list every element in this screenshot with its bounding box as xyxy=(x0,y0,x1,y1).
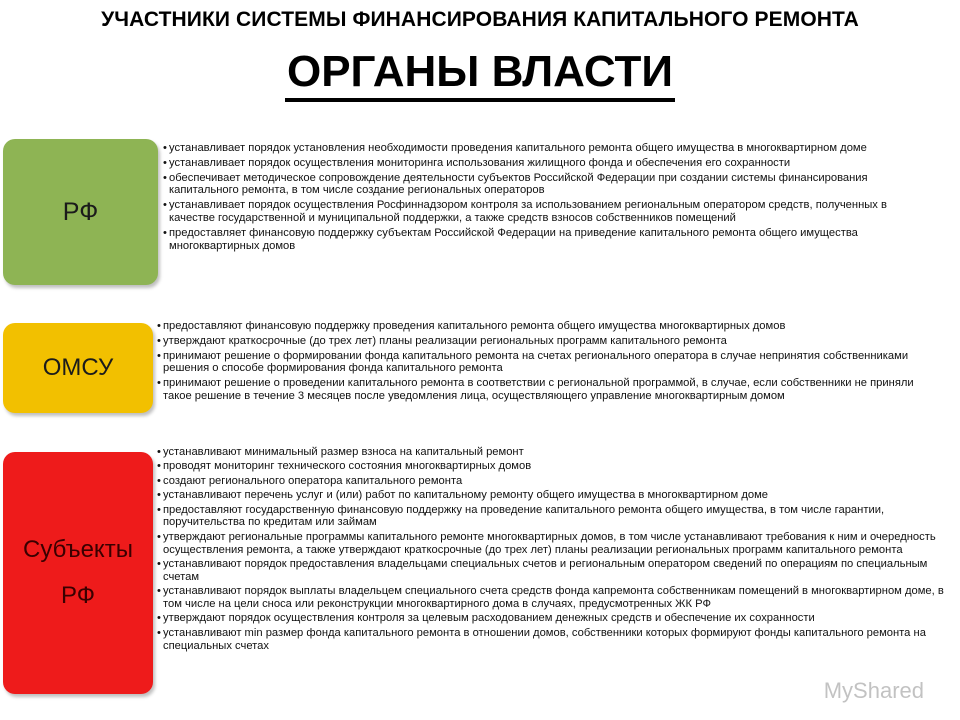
subjects-label-line2: РФ xyxy=(61,582,95,609)
rf-item: • устанавливает порядок установления необходимости проведения капитального ремонта общего имущества в многоквартирном доме xyxy=(163,142,933,155)
omsu-item: • предоставляют финансовую поддержку проведения капитального ремонта общего имущества многоквартирных домов xyxy=(157,320,937,333)
rf-item: • устанавливает порядок осуществления Росфиннадзором контроля за использованием региональным оператором средств, полученных в качестве государственной и муниципальной поддержки, а также средств взносов собственников помещений xyxy=(163,199,933,225)
subjects-label-line1: Субъекты xyxy=(23,536,133,563)
subjects-item: • утверждают региональные программы капитального ремонте многоквартирных домов, в том числе устанавливают требования к ним и очередность осуществления ремонта, а также утверждают краткосрочные (до трех лет) планы реализации региональных программ капитального ремонта xyxy=(157,531,947,557)
subjects-item: • устанавливают перечень услуг и (или) работ по капитальному ремонту общего имущества в многоквартирном доме xyxy=(157,489,947,502)
subjects-item: • создают регионального оператора капитального ремонта xyxy=(157,475,947,488)
subjects-item: • предоставляют государственную финансовую поддержку на проведение капитального ремонта общего имущества, в том числе гарантии, поручительства по кредитам или займам xyxy=(157,504,947,530)
omsu-label: ОМСУ xyxy=(42,354,114,381)
subjects-item: • устанавливают порядок предоставления владельцами специальных счетов и региональным оператором сведений по операциям по специальным счетам xyxy=(157,558,947,584)
subjects-item: • устанавливают порядок выплаты владельцем специального счета средств фонда капремонта собственникам помещений в многоквартирном доме, в том числе на цели сноса или реконструкции многоквартирного дома в случаях, предусмотренных ЖК РФ xyxy=(157,585,947,611)
subjects-item: • утверждают порядок осуществления контроля за целевым расходованием денежных средств и обеспечение их сохранности xyxy=(157,612,947,625)
rf-item: • предоставляет финансовую поддержку субъектам Российской Федерации на приведение капитального ремонта общего имущества многоквартирных домов xyxy=(163,227,933,253)
main-heading: ОРГАНЫ ВЛАСТИ xyxy=(285,46,675,102)
watermark: MyShared xyxy=(823,678,924,703)
omsu-box xyxy=(3,323,153,413)
rf-item: • устанавливает порядок осуществления мониторинга использования жилищного фонда и обеспечения его сохранности xyxy=(163,157,933,170)
subjects-item: • проводят мониторинг технического состояния многоквартирных домов xyxy=(157,460,947,473)
omsu-list xyxy=(157,320,937,405)
omsu-item: • утверждают краткосрочные (до трех лет) планы реализации региональных программ капитального ремонта xyxy=(157,335,937,348)
rf-box xyxy=(3,139,158,285)
subjects-list xyxy=(157,446,947,654)
subjects-item: • устанавливают минимальный размер взноса на капитальный ремонт xyxy=(157,446,947,459)
rf-label: РФ xyxy=(62,197,99,226)
slide-title: УЧАСТНИКИ СИСТЕМЫ ФИНАНСИРОВАНИЯ КАПИТАЛЬНОГО РЕМОНТА xyxy=(101,8,859,31)
subjects-item: • устанавливают min размер фонда капитального ремонта в отношении домов, собственники которых формируют фонды капитального ремонта на специальных счетах xyxy=(157,627,947,653)
subjects-box xyxy=(3,452,153,694)
heading-wrap xyxy=(0,46,960,102)
omsu-item: • принимают решение о проведении капитального ремонта в соответствии с региональной программой, в случае, если собственники не приняли такое решение в течение 3 месяцев после уведомления лица, осуществляющего управление многоквартирным домом xyxy=(157,377,937,403)
rf-list xyxy=(163,142,933,254)
omsu-item: • принимают решение о формировании фонда капитального ремонта на счетах регионального оператора в случае непринятия собственниками решения о способе формирования фонда капитального ремонта xyxy=(157,350,937,376)
rf-item: • обеспечивает методическое сопровождение деятельности субъектов Российской Федерации при создании системы финансирования капитального ремонта, в том числе создание региональных операторов xyxy=(163,172,933,198)
